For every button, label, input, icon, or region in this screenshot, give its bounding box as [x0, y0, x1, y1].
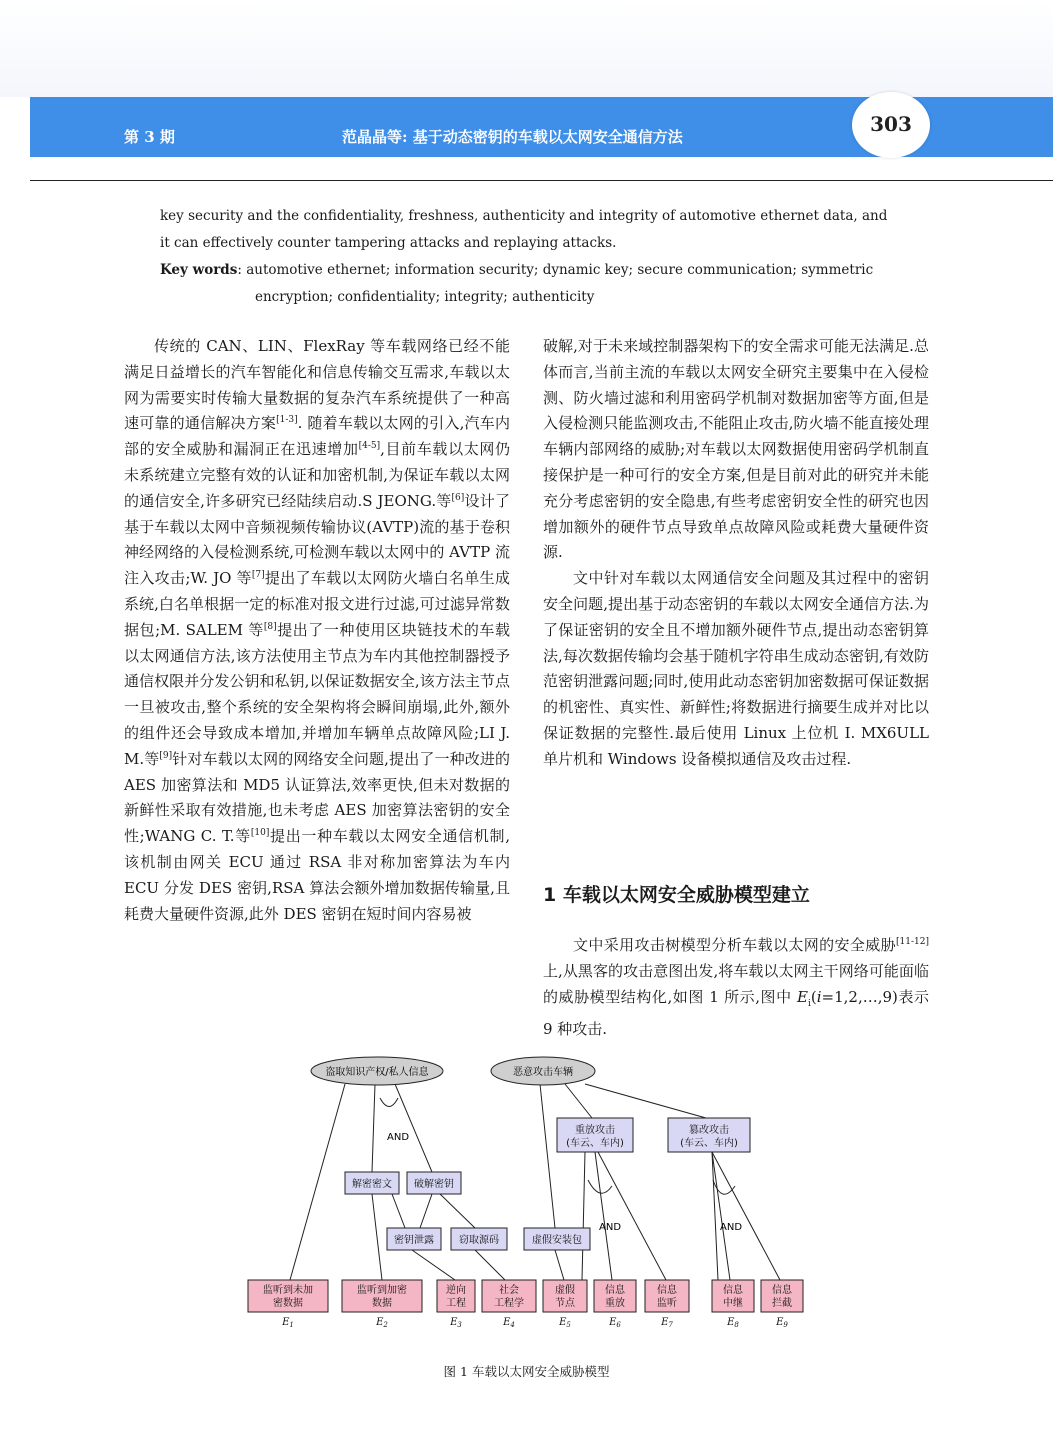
right-column — [543, 334, 929, 773]
leaf-label: 社会 — [499, 1285, 519, 1296]
leaf-label: 数据 — [372, 1298, 392, 1309]
text-run: . 随着车载以太网的引入,汽车内部的安全威胁和漏洞正在迅速增加 — [124, 414, 510, 459]
text-run: 提出一种车载以太网安全通信机制,该机制由网关 ECU 通过 RSA 非对称加密算法为车内 ECU 分发 DES 密钥,RSA 算法会额外增加数据传输量,且耗费大量硬件资源,此外 DES 密钥在短时间内容易被 — [124, 827, 510, 923]
leaf-label: 虚假 — [555, 1285, 575, 1296]
leaf-label: 信息 — [772, 1285, 792, 1296]
leaf-id: $E_1$ — [282, 1317, 294, 1329]
leaf-label: 信息 — [657, 1285, 677, 1296]
right-column-section — [543, 933, 929, 1043]
node-decrypt-label: 解密密文 — [352, 1179, 392, 1190]
and-label: AND — [387, 1132, 410, 1143]
text-run: 提出了一种使用区块链技术的车载以太网通信方法,该方法使用主节点为车内其他控制器授予通信权限并分发公钥和私钥,以保证数据安全,该方法主节点一旦被攻击,整个系统的安全架构将会瞬间崩塌,此外,额外的组件还会导致成本增加,并增加车辆单点故障风险;LI J. M.等 — [124, 620, 510, 768]
leaf-id: $E_5$ — [559, 1317, 571, 1329]
leaf-label: 监听到未加 — [263, 1285, 313, 1296]
math-sub: i — [807, 998, 811, 1009]
text-run: 针对车载以太网的网络安全问题,提出了一种改进的 AES 加密算法和 MD5 认证算法,效率更快,但未对数据的新鲜性采取有效措施,也未考虑 AES 加密算法密钥的安全性;WANG C. T.等 — [124, 749, 510, 846]
leaf-label: 监听 — [657, 1298, 677, 1309]
citation: [11-12] — [896, 937, 929, 947]
citation: [10] — [250, 828, 270, 839]
citation: [7] — [251, 570, 265, 581]
leaf-id: $E_8$ — [727, 1317, 739, 1329]
leaf-label: 中继 — [723, 1298, 743, 1309]
running-title: 范晶晶等: 基于动态密钥的车载以太网安全通信方法 — [342, 128, 683, 146]
text-run: 设计了基于车载以太网中音频视频传输协议(AVTP)流的基于卷积神经网络的入侵检测系统,可检测车载以太网中的 AVTP 流注入攻击;W. JO 等 — [124, 491, 510, 588]
citation: [9] — [159, 750, 173, 761]
text-run: 文中采用攻击树模型分析车载以太网的安全威胁 — [573, 936, 897, 954]
node-replay-label: 重放攻击 — [575, 1125, 615, 1136]
left-column — [124, 334, 510, 927]
leaf-id: $E_2$ — [376, 1317, 388, 1329]
header-background — [0, 0, 1053, 97]
abstract-line-1: key security and the confidentiality, freshness, authenticity and integrity of automotive ethernet data, and — [160, 208, 888, 224]
text-run: 传统的 CAN、LIN、FlexRay 等车载网络已经不能满足日益增长的汽车智能化和信息传输交互需求,车载以太网为需要实时传输大量数据的复杂汽车系统提供了一种高速可靠的通信解决方案 — [124, 337, 510, 433]
abstract-tail — [160, 203, 900, 257]
node-leak-label: 密钥泄露 — [394, 1235, 434, 1246]
leaf-nodes — [248, 1280, 803, 1312]
leaf-label: 逆向 — [446, 1285, 466, 1296]
keywords-label: Key words — [160, 262, 238, 278]
math-var: i — [816, 987, 822, 1006]
leaf-label: 信息 — [605, 1285, 625, 1296]
leaf-label: 拦截 — [772, 1298, 792, 1309]
figure-caption: 图 1 车载以太网安全威胁模型 — [443, 1364, 610, 1379]
node-steal-label: 窃取源码 — [459, 1235, 499, 1246]
page-number: 303 — [870, 112, 912, 136]
and-label: AND — [720, 1222, 743, 1233]
right-paragraph-3 — [543, 933, 929, 1043]
leaf-label: 工程学 — [494, 1298, 524, 1309]
leaf-label: 重放 — [605, 1298, 625, 1309]
node-crack-label: 破解密钥 — [414, 1179, 454, 1190]
right-paragraph-2: 文中针对车载以太网通信安全问题及其过程中的密钥安全问题,提出基于动态密钥的车载以太网安全通信方法.为了保证密钥的安全且不增加额外硬件节点,提出动态密钥算法,每次数据传输均会基于随机字符串生成动态密钥,有效防范密钥泄露问题;同时,使用此动态密钥加密数据可保证数据的机密性、真实性、新鲜性;将数据进行摘要生成并对比以保证数据的完整性.最后使用 Linux 上位机 I. MX6ULL 单片机和 Windows 设备模拟通信及攻击过程. — [543, 569, 929, 768]
leaf-id: $E_4$ — [503, 1317, 515, 1329]
citation: [8] — [263, 621, 277, 632]
text-run: 提出了车载以太网防火墙白名单生成系统,白名单根据一定的标准对报文进行过滤,可过滤异常数据包;M. SALEM 等 — [124, 569, 510, 639]
leaf-label: 监听到加密 — [357, 1285, 407, 1296]
keywords — [160, 257, 900, 311]
leaf-label: 密数据 — [273, 1298, 303, 1309]
keywords-line-1: : automotive ethernet; information security; dynamic key; secure communication; symmetric — [237, 262, 874, 278]
abstract-line-2: it can effectively counter tampering attacks and replaying attacks. — [160, 235, 617, 251]
section-heading: 1 车载以太网安全威胁模型建立 — [543, 884, 810, 906]
left-paragraph — [124, 334, 510, 927]
keywords-line-2: encryption; confidentiality; integrity; authenticity — [255, 289, 595, 305]
root-node-2-label: 恶意攻击车辆 — [513, 1067, 573, 1078]
text-run: ( — [810, 987, 817, 1006]
text-run: =1,2,…,9)表示 9 种攻击. — [543, 987, 930, 1039]
node-tamper-sublabel: (车云、车内) — [680, 1138, 738, 1149]
right-paragraph-1: 破解,对于未来域控制器架构下的安全需求可能无法满足.总体而言,当前主流的车载以太网安全研究主要集中在入侵检测、防火墙过滤和利用密码学机制对数据加密等方面,但是入侵检测只能监测攻击,不能阻止攻击,防火墙不能直接处理车辆内部网络的威胁;对车载以太网数据使用密码学机制直接保护是一种可行的安全方案,但是目前对此的研究并未能充分考虑密钥的安全隐患,有些考虑密钥安全性的研究也因增加额外的硬件节点导致单点故障风险或耗费大量硬件资源. — [543, 337, 929, 562]
citation: [6] — [451, 492, 465, 503]
citation: [4-5] — [358, 441, 381, 452]
and-label: AND — [599, 1222, 622, 1233]
leaf-id: $E_7$ — [661, 1317, 673, 1329]
leaf-id: $E_3$ — [450, 1317, 462, 1329]
text-run: 上,从黑客的攻击意图出发,将车载以太网主干网络可能面临的威胁模型结构化,如图 1 所示,图中 — [543, 961, 929, 1006]
leaf-label: 工程 — [446, 1298, 466, 1309]
node-replay-sublabel: (车云、车内) — [566, 1138, 624, 1149]
math-var: E — [797, 987, 808, 1006]
root-node-1-label: 盗取知识产权/私人信息 — [325, 1067, 429, 1078]
issue-number: 第 3 期 — [124, 128, 175, 146]
leaf-id: $E_9$ — [776, 1317, 788, 1329]
leaf-label: 信息 — [723, 1285, 743, 1296]
header-rule — [30, 180, 1053, 181]
attack-tree-figure — [240, 1050, 820, 1350]
node-fake-label: 虚假安装包 — [532, 1235, 582, 1246]
text-run: ,目前车载以太网仍未系统建立完整有效的认证和加密机制,为保证车载以太网的通信安全,许多研究已经陆续启动.S JEONG.等 — [124, 440, 510, 510]
leaf-label: 节点 — [555, 1298, 575, 1309]
leaf-id: $E_6$ — [609, 1317, 621, 1329]
node-tamper-label: 篡改攻击 — [689, 1125, 729, 1136]
citation: [1-3] — [276, 415, 298, 426]
